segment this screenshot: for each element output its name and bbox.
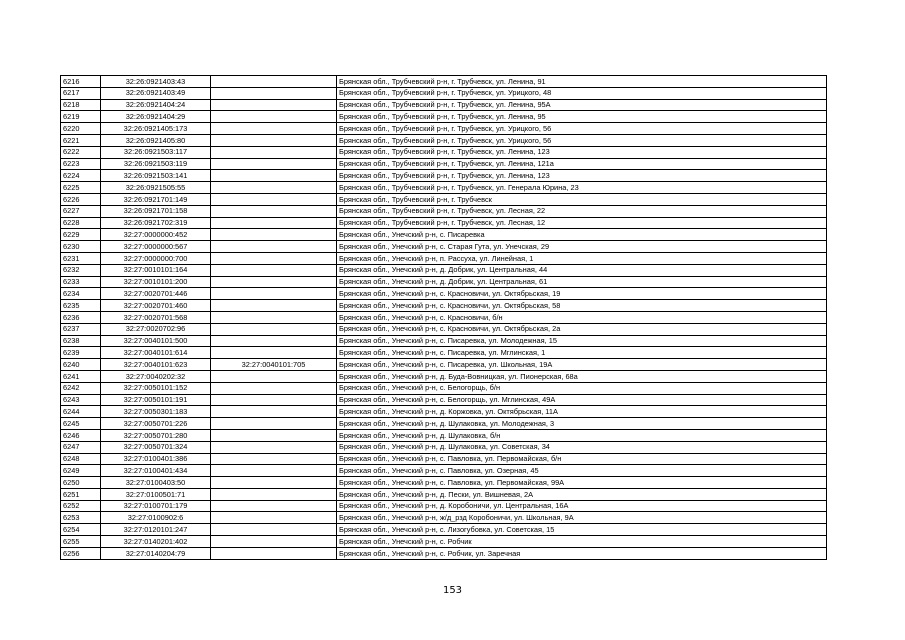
row-number-cell: 6236 (61, 311, 101, 323)
cadastral-number-cell: 32:27:0000000:567 (101, 241, 211, 253)
table-row (61, 441, 827, 453)
table-row (61, 87, 827, 99)
row-number-cell: 6218 (61, 99, 101, 111)
row-number-cell: 6256 (61, 547, 101, 559)
table-row (61, 76, 827, 88)
table-row (61, 134, 827, 146)
cadastral-number-cell: 32:27:0120101:247 (101, 524, 211, 536)
cadastral-number-cell: 32:26:0921403:49 (101, 87, 211, 99)
address-cell: Брянская обл., Унечский р-н, с. Писаревка, ул. Мглинская, 1 (337, 347, 827, 359)
address-cell: Брянская обл., Унечский р-н, ж/д_рзд Коробоничи, ул. Школьная, 9А (337, 512, 827, 524)
row-number-cell: 6239 (61, 347, 101, 359)
secondary-cadastral-number-cell (211, 264, 337, 276)
row-number-cell: 6254 (61, 524, 101, 536)
cadastral-number-cell: 32:26:0921503:119 (101, 158, 211, 170)
address-cell: Брянская обл., Унечский р-н, д. Пески, ул. Вишневая, 2А (337, 488, 827, 500)
table-row (61, 477, 827, 489)
cadastral-number-cell: 32:26:0921403:43 (101, 76, 211, 88)
row-number-cell: 6241 (61, 370, 101, 382)
row-number-cell: 6253 (61, 512, 101, 524)
table-row (61, 264, 827, 276)
address-cell: Брянская обл., Трубчевский р-н, г. Трубчевск, ул. Лесная, 22 (337, 205, 827, 217)
address-cell: Брянская обл., Трубчевский р-н, г. Трубчевск, ул. Урицкого, 56 (337, 134, 827, 146)
cadastral-number-cell: 32:26:0921702:319 (101, 217, 211, 229)
table-row (61, 229, 827, 241)
cadastral-number-cell: 32:26:0921701:149 (101, 193, 211, 205)
address-cell: Брянская обл., Унечский р-н, д. Добрик, ул. Центральная, 61 (337, 276, 827, 288)
secondary-cadastral-number-cell (211, 524, 337, 536)
address-cell: Брянская обл., Унечский р-н, с. Писаревка, ул. Молодежная, 15 (337, 335, 827, 347)
table-row (61, 241, 827, 253)
cadastral-number-cell: 32:27:0040101:614 (101, 347, 211, 359)
cadastral-number-cell: 32:27:0000000:700 (101, 252, 211, 264)
secondary-cadastral-number-cell (211, 229, 337, 241)
secondary-cadastral-number-cell (211, 536, 337, 548)
cadastral-number-cell: 32:27:0020701:446 (101, 288, 211, 300)
address-cell: Брянская обл., Унечский р-н, с. Старая Гута, ул. Унечская, 29 (337, 241, 827, 253)
table-row (61, 347, 827, 359)
secondary-cadastral-number-cell (211, 477, 337, 489)
cadastral-number-cell: 32:26:0921404:29 (101, 111, 211, 123)
row-number-cell: 6245 (61, 418, 101, 430)
secondary-cadastral-number-cell (211, 465, 337, 477)
cadastral-number-cell: 32:27:0050701:226 (101, 418, 211, 430)
cadastral-number-cell: 32:27:0100701:179 (101, 500, 211, 512)
row-number-cell: 6243 (61, 394, 101, 406)
secondary-cadastral-number-cell (211, 347, 337, 359)
cadastral-number-cell: 32:27:0100902:6 (101, 512, 211, 524)
row-number-cell: 6248 (61, 453, 101, 465)
cadastral-number-cell: 32:26:0921405:80 (101, 134, 211, 146)
address-cell: Брянская обл., Унечский р-н, с. Павловка, ул. Первомайская, 99А (337, 477, 827, 489)
address-cell: Брянская обл., Унечский р-н, д. Шулаковка, б/н (337, 429, 827, 441)
row-number-cell: 6216 (61, 76, 101, 88)
secondary-cadastral-number-cell (211, 87, 337, 99)
secondary-cadastral-number-cell (211, 335, 337, 347)
address-cell: Брянская обл., Унечский р-н, с. Робчик, ул. Заречная (337, 547, 827, 559)
table-row (61, 205, 827, 217)
table-row (61, 500, 827, 512)
secondary-cadastral-number-cell (211, 76, 337, 88)
table-row (61, 382, 827, 394)
table-row (61, 359, 827, 371)
table-row (61, 217, 827, 229)
secondary-cadastral-number-cell (211, 276, 337, 288)
address-cell: Брянская обл., Унечский р-н, д. Буда-Вовницкая, ул. Пионерская, 68а (337, 370, 827, 382)
address-cell: Брянская обл., Унечский р-н, п. Рассуха, ул. Линейная, 1 (337, 252, 827, 264)
cadastral-number-cell: 32:27:0040101:623 (101, 359, 211, 371)
cadastral-number-cell: 32:27:0010101:164 (101, 264, 211, 276)
table-row (61, 182, 827, 194)
cadastral-number-cell: 32:27:0100401:386 (101, 453, 211, 465)
address-cell: Брянская обл., Унечский р-н, с. Красновичи, б/н (337, 311, 827, 323)
address-cell: Брянская обл., Трубчевский р-н, г. Трубчевск, ул. Ленина, 123 (337, 170, 827, 182)
row-number-cell: 6251 (61, 488, 101, 500)
secondary-cadastral-number-cell (211, 182, 337, 194)
row-number-cell: 6223 (61, 158, 101, 170)
secondary-cadastral-number-cell (211, 241, 337, 253)
address-cell: Брянская обл., Унечский р-н, с. Красновичи, ул. Октябрьская, 2а (337, 323, 827, 335)
row-number-cell: 6221 (61, 134, 101, 146)
table-row (61, 547, 827, 559)
secondary-cadastral-number-cell (211, 453, 337, 465)
row-number-cell: 6229 (61, 229, 101, 241)
secondary-cadastral-number-cell (211, 441, 337, 453)
address-cell: Брянская обл., Трубчевский р-н, г. Трубчевск, ул. Генерала Юрина, 23 (337, 182, 827, 194)
secondary-cadastral-number-cell (211, 205, 337, 217)
address-cell: Брянская обл., Унечский р-н, д. Шулаковка, ул. Молодежная, 3 (337, 418, 827, 430)
cadastral-number-cell: 32:27:0050701:324 (101, 441, 211, 453)
secondary-cadastral-number-cell (211, 99, 337, 111)
row-number-cell: 6222 (61, 146, 101, 158)
cadastral-number-cell: 32:26:0921505:55 (101, 182, 211, 194)
address-cell: Брянская обл., Трубчевский р-н, г. Трубчевск, ул. Ленина, 95А (337, 99, 827, 111)
address-cell: Брянская обл., Унечский р-н, д. Шулаковка, ул. Советская, 34 (337, 441, 827, 453)
row-number-cell: 6237 (61, 323, 101, 335)
row-number-cell: 6242 (61, 382, 101, 394)
row-number-cell: 6244 (61, 406, 101, 418)
row-number-cell: 6220 (61, 123, 101, 135)
row-number-cell: 6252 (61, 500, 101, 512)
row-number-cell: 6226 (61, 193, 101, 205)
table-row (61, 465, 827, 477)
cadastral-number-cell: 32:26:0921503:117 (101, 146, 211, 158)
table-row (61, 488, 827, 500)
secondary-cadastral-number-cell (211, 488, 337, 500)
row-number-cell: 6235 (61, 300, 101, 312)
address-cell: Брянская обл., Трубчевский р-н, г. Трубчевск, ул. Урицкого, 48 (337, 87, 827, 99)
secondary-cadastral-number-cell (211, 193, 337, 205)
secondary-cadastral-number-cell (211, 252, 337, 264)
page-number: 153 (442, 585, 463, 596)
address-cell: Брянская обл., Унечский р-н, с. Писаревка, ул. Школьная, 19А (337, 359, 827, 371)
table-row (61, 276, 827, 288)
table-row (61, 394, 827, 406)
table-row (61, 453, 827, 465)
cadastral-number-cell: 32:27:0020702:96 (101, 323, 211, 335)
address-cell: Брянская обл., Унечский р-н, с. Лизогубовка, ул. Советская, 15 (337, 524, 827, 536)
row-number-cell: 6249 (61, 465, 101, 477)
cadastral-number-cell: 32:27:0020701:460 (101, 300, 211, 312)
cadastral-number-cell: 32:27:0140204:79 (101, 547, 211, 559)
address-cell: Брянская обл., Трубчевский р-н, г. Трубчевск, ул. Урицкого, 56 (337, 123, 827, 135)
secondary-cadastral-number-cell (211, 406, 337, 418)
secondary-cadastral-number-cell (211, 547, 337, 559)
row-number-cell: 6246 (61, 429, 101, 441)
address-cell: Брянская обл., Трубчевский р-н, г. Трубчевск, ул. Лесная, 12 (337, 217, 827, 229)
cadastral-number-cell: 32:26:0921503:141 (101, 170, 211, 182)
address-cell: Брянская обл., Трубчевский р-н, г. Трубчевск, ул. Ленина, 123 (337, 146, 827, 158)
registry-table-body (61, 76, 827, 560)
cadastral-number-cell: 32:27:0040101:500 (101, 335, 211, 347)
row-number-cell: 6224 (61, 170, 101, 182)
secondary-cadastral-number-cell (211, 370, 337, 382)
table-row (61, 288, 827, 300)
secondary-cadastral-number-cell (211, 146, 337, 158)
address-cell: Брянская обл., Унечский р-н, д. Добрик, ул. Центральная, 44 (337, 264, 827, 276)
table-row (61, 170, 827, 182)
row-number-cell: 6240 (61, 359, 101, 371)
secondary-cadastral-number-cell (211, 500, 337, 512)
address-cell: Брянская обл., Унечский р-н, с. Белогорщь, б/н (337, 382, 827, 394)
row-number-cell: 6255 (61, 536, 101, 548)
address-cell: Брянская обл., Унечский р-н, с. Писаревка (337, 229, 827, 241)
table-row (61, 335, 827, 347)
table-row (61, 252, 827, 264)
secondary-cadastral-number-cell (211, 418, 337, 430)
table-row (61, 146, 827, 158)
table-row (61, 300, 827, 312)
cadastral-number-cell: 32:27:0050101:152 (101, 382, 211, 394)
row-number-cell: 6233 (61, 276, 101, 288)
address-cell: Брянская обл., Унечский р-н, с. Красновичи, ул. Октябрьская, 19 (337, 288, 827, 300)
cadastral-number-cell: 32:26:0921405:173 (101, 123, 211, 135)
row-number-cell: 6232 (61, 264, 101, 276)
address-cell: Брянская обл., Унечский р-н, д. Коржовка, ул. Октябрьская, 11А (337, 406, 827, 418)
address-cell: Брянская обл., Трубчевский р-н, г. Трубчевск, ул. Ленина, 91 (337, 76, 827, 88)
table-row (61, 111, 827, 123)
address-cell: Брянская обл., Унечский р-н, с. Робчик (337, 536, 827, 548)
cadastral-number-cell: 32:27:0020701:568 (101, 311, 211, 323)
row-number-cell: 6250 (61, 477, 101, 489)
secondary-cadastral-number-cell: 32:27:0040101:705 (211, 359, 337, 371)
secondary-cadastral-number-cell (211, 311, 337, 323)
table-row (61, 406, 827, 418)
address-cell: Брянская обл., Унечский р-н, д. Коробоничи, ул. Центральная, 16А (337, 500, 827, 512)
table-row (61, 370, 827, 382)
table-row (61, 429, 827, 441)
cadastral-number-cell: 32:26:0921701:158 (101, 205, 211, 217)
cadastral-number-cell: 32:27:0100401:434 (101, 465, 211, 477)
table-row (61, 323, 827, 335)
address-cell: Брянская обл., Трубчевский р-н, г. Трубчевск, ул. Ленина, 121а (337, 158, 827, 170)
secondary-cadastral-number-cell (211, 512, 337, 524)
address-cell: Брянская обл., Трубчевский р-н, г. Трубчевск (337, 193, 827, 205)
table-row (61, 193, 827, 205)
table-row (61, 158, 827, 170)
secondary-cadastral-number-cell (211, 111, 337, 123)
table-row (61, 418, 827, 430)
secondary-cadastral-number-cell (211, 323, 337, 335)
secondary-cadastral-number-cell (211, 123, 337, 135)
table-row (61, 99, 827, 111)
cadastral-number-cell: 32:27:0140201:402 (101, 536, 211, 548)
secondary-cadastral-number-cell (211, 382, 337, 394)
secondary-cadastral-number-cell (211, 288, 337, 300)
address-cell: Брянская обл., Унечский р-н, с. Павловка, ул. Озерная, 45 (337, 465, 827, 477)
registry-table (60, 75, 827, 560)
cadastral-number-cell: 32:27:0100403:50 (101, 477, 211, 489)
address-cell: Брянская обл., Унечский р-н, с. Павловка, ул. Первомайская, б/н (337, 453, 827, 465)
table-row (61, 524, 827, 536)
cadastral-number-cell: 32:27:0050301:183 (101, 406, 211, 418)
secondary-cadastral-number-cell (211, 158, 337, 170)
row-number-cell: 6228 (61, 217, 101, 229)
cadastral-number-cell: 32:27:0050101:191 (101, 394, 211, 406)
row-number-cell: 6231 (61, 252, 101, 264)
secondary-cadastral-number-cell (211, 170, 337, 182)
cadastral-number-cell: 32:27:0040202:32 (101, 370, 211, 382)
table-row (61, 512, 827, 524)
secondary-cadastral-number-cell (211, 217, 337, 229)
row-number-cell: 6234 (61, 288, 101, 300)
row-number-cell: 6219 (61, 111, 101, 123)
table-row (61, 123, 827, 135)
address-cell: Брянская обл., Унечский р-н, с. Красновичи, ул. Октябрьская, 58 (337, 300, 827, 312)
cadastral-number-cell: 32:27:0000000:452 (101, 229, 211, 241)
cadastral-number-cell: 32:27:0050701:280 (101, 429, 211, 441)
cadastral-number-cell: 32:26:0921404:24 (101, 99, 211, 111)
row-number-cell: 6225 (61, 182, 101, 194)
secondary-cadastral-number-cell (211, 300, 337, 312)
table-row (61, 536, 827, 548)
row-number-cell: 6230 (61, 241, 101, 253)
address-cell: Брянская обл., Трубчевский р-н, г. Трубчевск, ул. Ленина, 95 (337, 111, 827, 123)
table-row (61, 311, 827, 323)
row-number-cell: 6217 (61, 87, 101, 99)
cadastral-number-cell: 32:27:0100501:71 (101, 488, 211, 500)
secondary-cadastral-number-cell (211, 394, 337, 406)
secondary-cadastral-number-cell (211, 429, 337, 441)
address-cell: Брянская обл., Унечский р-н, с. Белогорщь, ул. Мглинская, 49А (337, 394, 827, 406)
secondary-cadastral-number-cell (211, 134, 337, 146)
cadastral-number-cell: 32:27:0010101:200 (101, 276, 211, 288)
row-number-cell: 6247 (61, 441, 101, 453)
row-number-cell: 6238 (61, 335, 101, 347)
row-number-cell: 6227 (61, 205, 101, 217)
